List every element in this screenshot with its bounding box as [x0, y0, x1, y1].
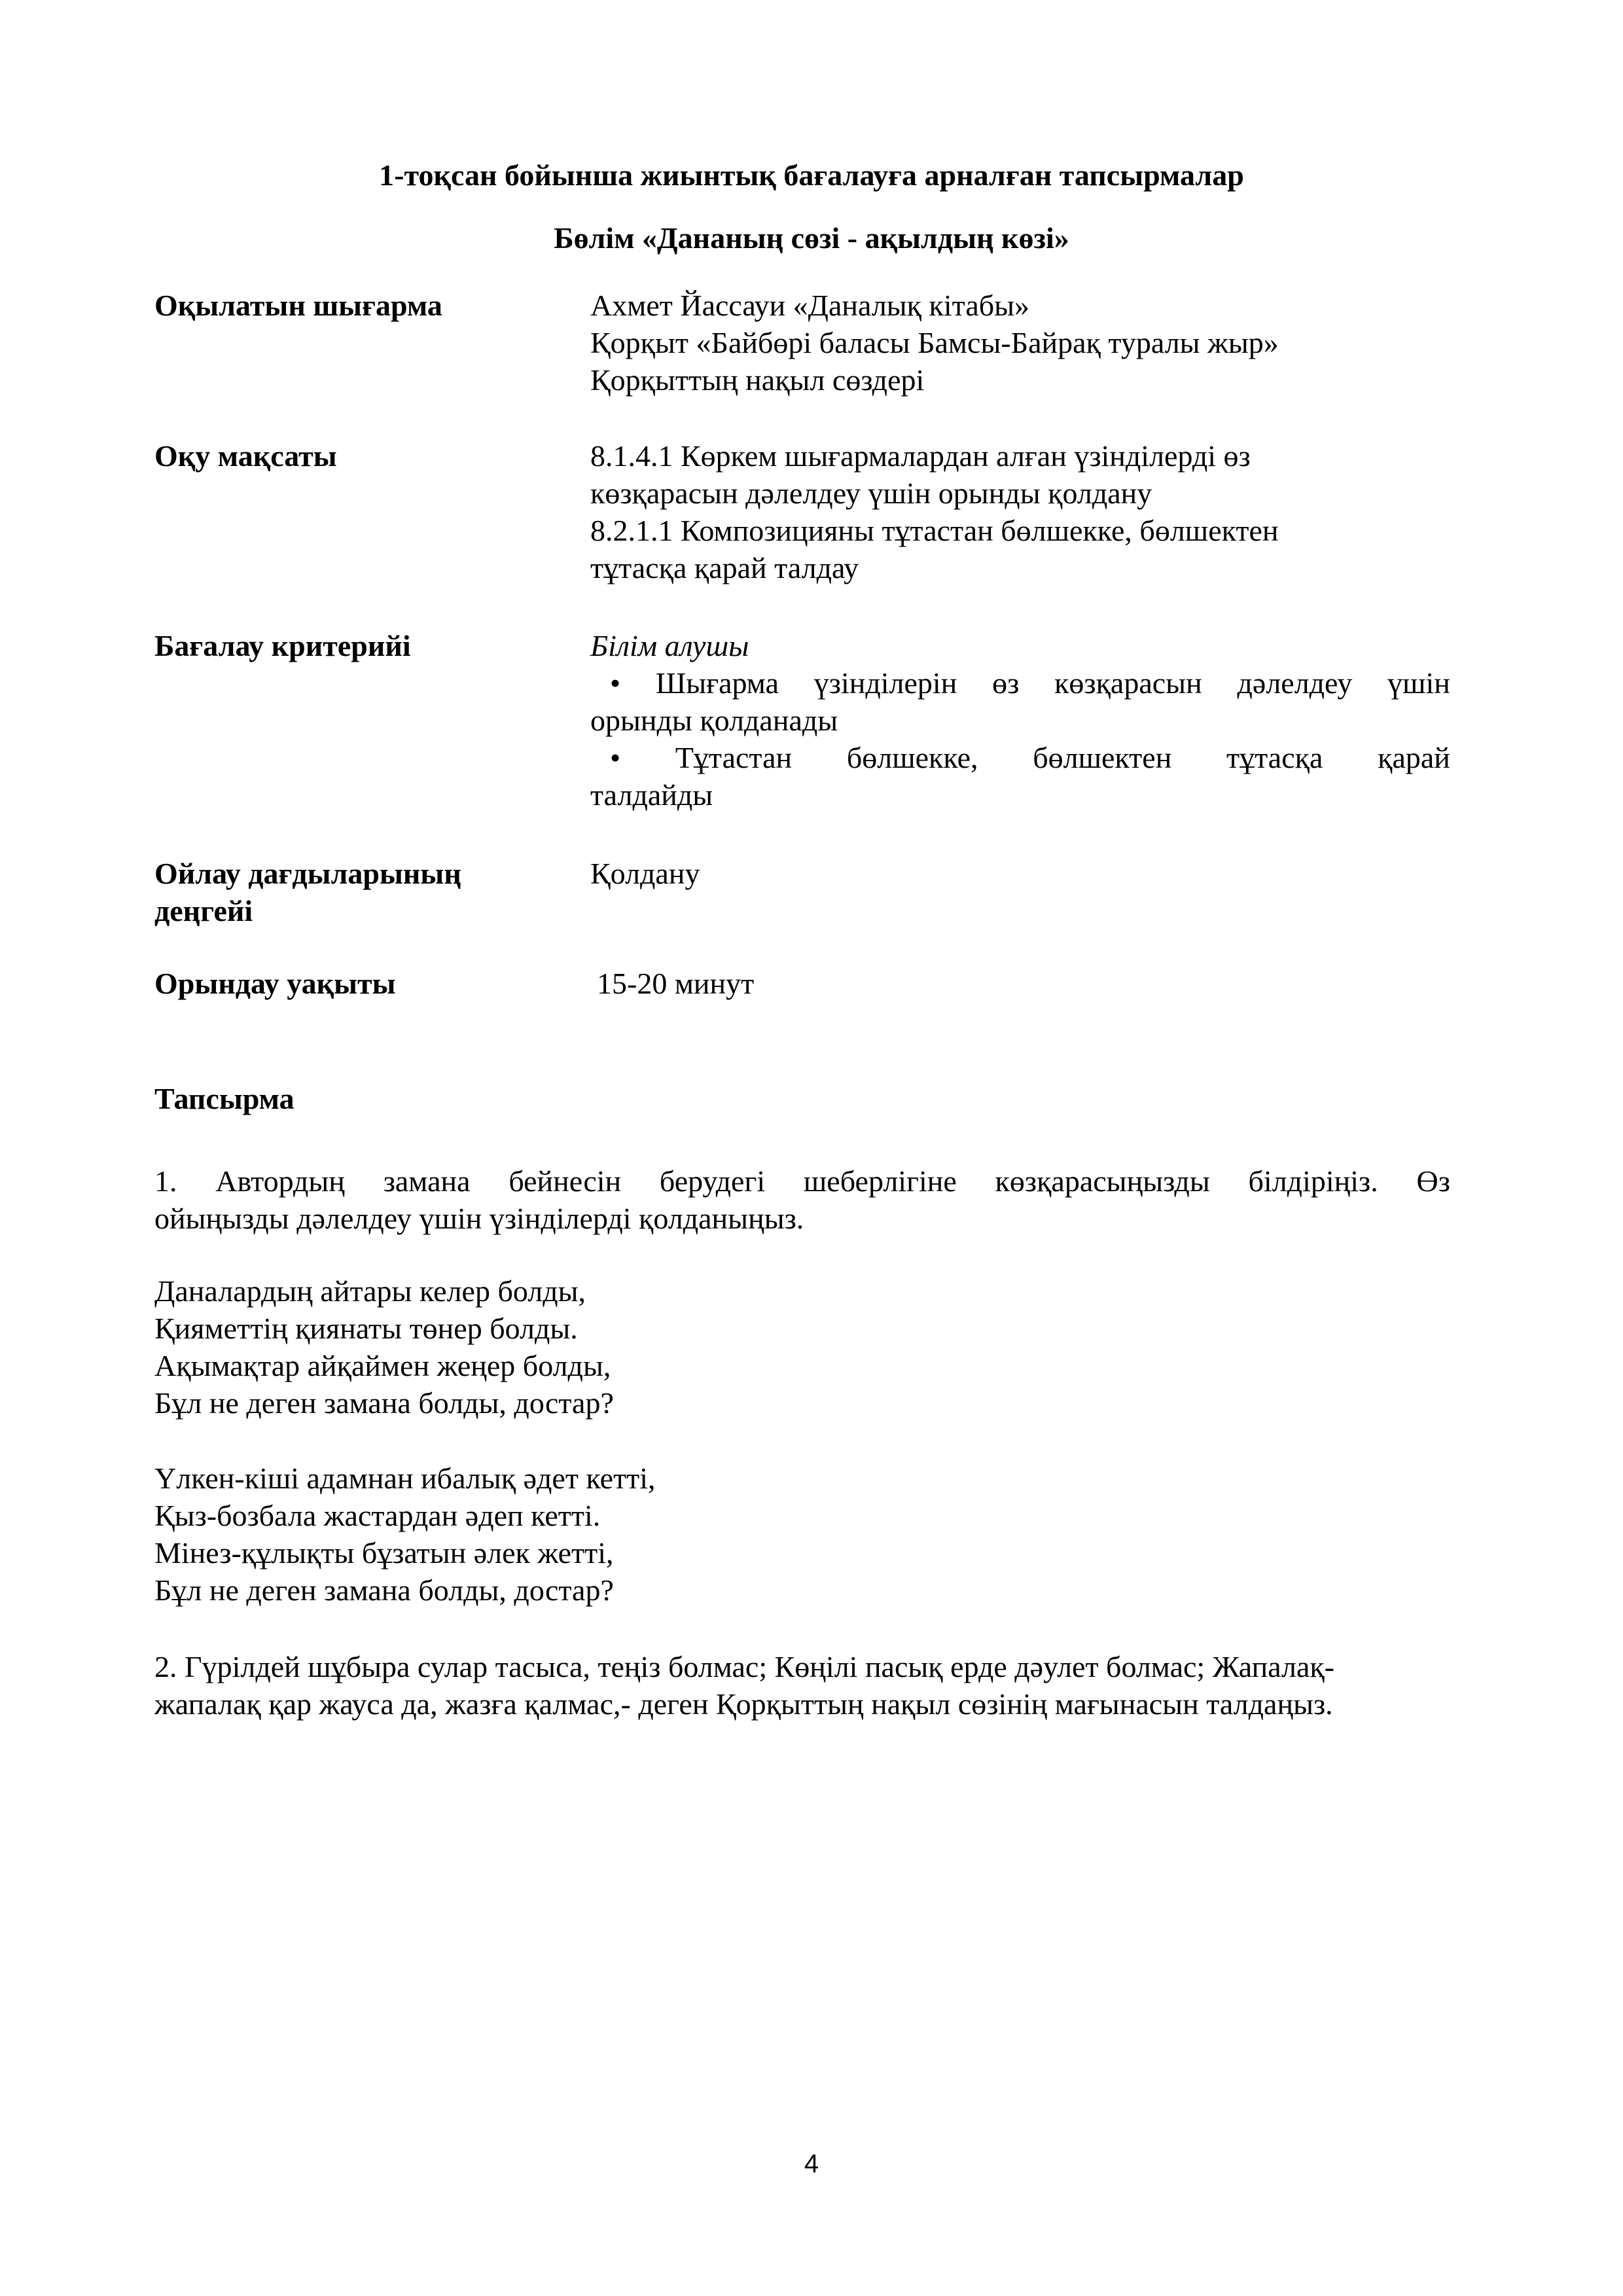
criteria-bullet-continuation: орынды қолданады	[590, 704, 838, 737]
criteria-bullet-first-line	[590, 739, 1450, 776]
criteria-intro: Білім алушы	[590, 629, 749, 662]
reading-line: Қорқыттың нақыл сөздері	[590, 363, 925, 397]
criteria-word: үшін	[1387, 666, 1450, 700]
time-value: 15-20 минут	[597, 967, 755, 1000]
criteria-word: бөлшекке,	[846, 741, 978, 774]
objective-line: 8.2.1.1 Композицияны тұтастан бөлшекке, бөлшектен	[590, 514, 1279, 547]
reading-line: Қорқыт «Байбөрі баласы Бамсы-Байрақ туралы жыр»	[590, 326, 1279, 359]
question-2-line: 2. Гүрілдей шұбыра сулар тасыса, теңіз болмас; Көңілі пасық ерде дәулет болмас; Жапалақ-	[154, 1650, 1335, 1683]
question-1-line: ойыңызды дәлелдеу үшін үзінділерді қолданыңыз.	[154, 1202, 804, 1235]
criteria-word: үзінділерін	[813, 666, 957, 700]
poem-line: Қияметтің қиянаты төнер болды.	[154, 1312, 578, 1345]
objectives-label: Оқу мақсаты	[154, 439, 337, 473]
section-title: Бөлім «Дананың сөзі - ақылдың көзі»	[554, 221, 1069, 255]
criteria-word: дәлелдеу	[1237, 666, 1353, 700]
objective-line: көзқарасын дәлелдеу үшін орынды қолдану	[590, 476, 1152, 510]
criteria-word: қарай	[1378, 741, 1450, 774]
reading-value	[590, 287, 1450, 399]
criteria-word: көзқарасын	[1054, 666, 1202, 700]
criteria-bullet-first-line	[590, 664, 1450, 702]
criteria-word: бөлшектен	[1033, 741, 1172, 774]
criteria-word: Шығарма	[655, 666, 779, 700]
criteria-bullet-continuation: талдайды	[590, 778, 713, 812]
objectives-value	[590, 437, 1450, 586]
poem-line: Даналардың айтары келер болды,	[154, 1274, 586, 1308]
question-2	[154, 1648, 1450, 1723]
thinking-level-value: Қолдану	[590, 857, 700, 890]
poem-line: Мінез-құлықты бұзатын әлек жетті,	[154, 1536, 614, 1570]
poem-line: Үлкен-кіші адамнан ибалық әдет кетті,	[154, 1462, 656, 1495]
reading-line: Ахмет Йассауи «Даналық кітабы»	[590, 289, 1030, 322]
poem-line: Бұл не деген замана болды, достар?	[154, 1573, 614, 1607]
objective-line: 8.1.4.1 Көркем шығармалардан алған үзінділерді өз	[590, 439, 1251, 473]
thinking-level-label: Ойлау дағдыларының деңгейі	[154, 857, 461, 927]
question-1-line: 1. Автордың замана бейнесін берудегі шеберлігіне көзқарасыңызды білдіріңіз. Өз	[154, 1164, 1450, 1198]
document-title: 1-тоқсан бойынша жиынтық бағалауға арналған тапсырмалар	[379, 158, 1244, 192]
question-1	[154, 1162, 1450, 1237]
reading-label: Оқылатын шығарма	[154, 289, 442, 322]
criteria-word: өз	[992, 666, 1020, 700]
criteria-label: Бағалау критерийі	[154, 629, 411, 662]
bullet-icon: •	[610, 741, 621, 774]
criteria-word: Тұтастан	[675, 741, 793, 774]
page-number: 4	[804, 2149, 819, 2178]
poem-stanza-1	[154, 1272, 1450, 1422]
criteria-bullet-item	[590, 664, 1450, 739]
criteria-word: тұтасқа	[1226, 741, 1323, 774]
poem-line: Ақымақтар айқаймен жеңер болды,	[154, 1349, 611, 1382]
task-heading: Тапсырма	[154, 1082, 294, 1115]
time-label: Орындау уақыты	[154, 967, 396, 1000]
bullet-icon: •	[610, 666, 621, 700]
poem-line: Қыз-бозбала жастардан әдеп кетті.	[154, 1499, 601, 1532]
objective-line: тұтасқа қарай талдау	[590, 551, 859, 584]
question-2-line: жапалақ қар жауса да, жазға қалмас,- деген Қорқыттың нақыл сөзінің мағынасын талдаңыз.	[154, 1687, 1333, 1721]
poem-line: Бұл не деген замана болды, достар?	[154, 1386, 614, 1420]
poem-stanza-2	[154, 1460, 1450, 1609]
criteria-bullet-item	[590, 739, 1450, 814]
criteria-value	[590, 627, 1450, 814]
